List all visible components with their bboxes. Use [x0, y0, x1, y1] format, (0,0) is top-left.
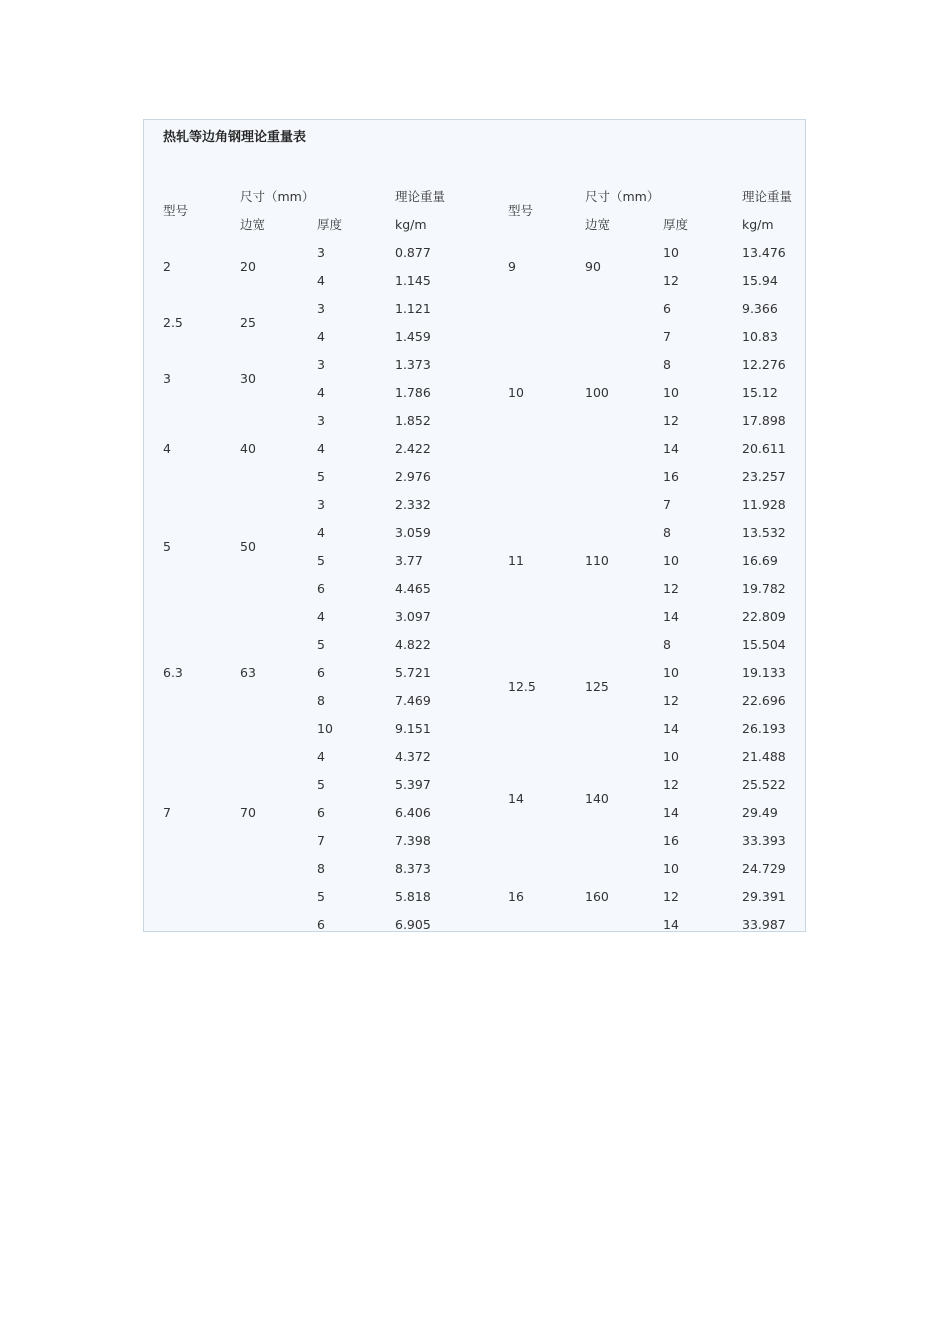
- weight-cell: 5.818: [395, 889, 431, 904]
- weight-cell: 15.504: [742, 637, 786, 652]
- weight-cell: 16.69: [742, 553, 778, 568]
- side-width-cell: 100: [585, 385, 609, 400]
- side-width-cell: 40: [240, 441, 256, 456]
- header-model: 型号: [508, 203, 534, 218]
- thickness-cell: 4: [317, 385, 325, 400]
- model-cell: 14: [508, 791, 524, 806]
- side-width-cell: 25: [240, 315, 256, 330]
- thickness-cell: 5: [317, 469, 325, 484]
- header-side-width: 边宽: [240, 217, 266, 232]
- weight-cell: 25.522: [742, 777, 786, 792]
- thickness-cell: 8: [317, 861, 325, 876]
- weight-cell: 13.476: [742, 245, 786, 260]
- side-width-cell: 70: [240, 805, 256, 820]
- thickness-cell: 8: [663, 637, 671, 652]
- side-width-cell: 110: [585, 553, 609, 568]
- weight-cell: 2.332: [395, 497, 431, 512]
- thickness-cell: 7: [317, 833, 325, 848]
- thickness-cell: 6: [317, 805, 325, 820]
- weight-cell: 1.459: [395, 329, 431, 344]
- weight-cell: 3.059: [395, 525, 431, 540]
- side-width-cell: 140: [585, 791, 609, 806]
- weight-cell: 29.391: [742, 889, 786, 904]
- thickness-cell: 5: [317, 553, 325, 568]
- thickness-cell: 14: [663, 441, 679, 456]
- model-cell: 5: [163, 539, 171, 554]
- weight-cell: 3.77: [395, 553, 423, 568]
- thickness-cell: 10: [663, 385, 679, 400]
- weight-cell: 6.406: [395, 805, 431, 820]
- weight-cell: 5.721: [395, 665, 431, 680]
- header-size: 尺寸（mm）: [240, 189, 315, 204]
- thickness-cell: 7: [663, 329, 671, 344]
- model-cell: 2: [163, 259, 171, 274]
- weight-cell: 10.83: [742, 329, 778, 344]
- thickness-cell: 10: [663, 665, 679, 680]
- header-thickness: 厚度: [663, 217, 689, 232]
- weight-cell: 8.373: [395, 861, 431, 876]
- weight-cell: 9.366: [742, 301, 778, 316]
- thickness-cell: 12: [663, 889, 679, 904]
- weight-cell: 2.422: [395, 441, 431, 456]
- side-width-cell: 160: [585, 889, 609, 904]
- weight-cell: 33.393: [742, 833, 786, 848]
- thickness-cell: 5: [317, 889, 325, 904]
- thickness-cell: 6: [317, 665, 325, 680]
- thickness-cell: 12: [663, 777, 679, 792]
- model-cell: 10: [508, 385, 524, 400]
- thickness-cell: 4: [317, 749, 325, 764]
- weight-cell: 33.987: [742, 917, 786, 932]
- weight-cell: 20.611: [742, 441, 786, 456]
- thickness-cell: 8: [317, 693, 325, 708]
- weight-cell: 22.696: [742, 693, 786, 708]
- thickness-cell: 12: [663, 581, 679, 596]
- side-width-cell: 125: [585, 679, 609, 694]
- side-width-cell: 30: [240, 371, 256, 386]
- model-cell: 16: [508, 889, 524, 904]
- weight-cell: 15.94: [742, 273, 778, 288]
- model-cell: 12.5: [508, 679, 536, 694]
- thickness-cell: 4: [317, 525, 325, 540]
- weight-cell: 11.928: [742, 497, 786, 512]
- weight-cell: 1.852: [395, 413, 431, 428]
- weight-cell: 13.532: [742, 525, 786, 540]
- model-cell: 2.5: [163, 315, 183, 330]
- thickness-cell: 3: [317, 245, 325, 260]
- thickness-cell: 8: [663, 357, 671, 372]
- model-cell: 9: [508, 259, 516, 274]
- weight-cell: 9.151: [395, 721, 431, 736]
- side-width-cell: 20: [240, 259, 256, 274]
- thickness-cell: 10: [317, 721, 333, 736]
- model-cell: 6.3: [163, 665, 183, 680]
- header-model: 型号: [163, 203, 189, 218]
- header-unit: kg/m: [742, 217, 774, 232]
- weight-cell: 6.905: [395, 917, 431, 932]
- thickness-cell: 7: [663, 497, 671, 512]
- model-cell: 4: [163, 441, 171, 456]
- weight-cell: 4.465: [395, 581, 431, 596]
- thickness-cell: 4: [317, 441, 325, 456]
- weight-cell: 22.809: [742, 609, 786, 624]
- weight-cell: 1.373: [395, 357, 431, 372]
- header-side-width: 边宽: [585, 217, 611, 232]
- weight-table: [144, 120, 806, 932]
- header-theoretical-weight: 理论重量: [395, 189, 446, 204]
- weight-cell: 4.372: [395, 749, 431, 764]
- weight-cell: 23.257: [742, 469, 786, 484]
- thickness-cell: 3: [317, 497, 325, 512]
- weight-cell: 29.49: [742, 805, 778, 820]
- weight-cell: 15.12: [742, 385, 778, 400]
- thickness-cell: 4: [317, 609, 325, 624]
- weight-cell: 26.193: [742, 721, 786, 736]
- header-size: 尺寸（mm）: [585, 189, 660, 204]
- weight-cell: 17.898: [742, 413, 786, 428]
- thickness-cell: 10: [663, 749, 679, 764]
- thickness-cell: 5: [317, 637, 325, 652]
- table-title: 热轧等边角钢理论重量表: [163, 130, 307, 145]
- thickness-cell: 12: [663, 413, 679, 428]
- weight-cell: 7.398: [395, 833, 431, 848]
- weight-cell: 19.133: [742, 665, 786, 680]
- weight-cell: 1.786: [395, 385, 431, 400]
- thickness-cell: 6: [317, 581, 325, 596]
- thickness-cell: 3: [317, 301, 325, 316]
- thickness-cell: 16: [663, 833, 679, 848]
- thickness-cell: 6: [317, 917, 325, 932]
- weight-cell: 7.469: [395, 693, 431, 708]
- weight-cell: 19.782: [742, 581, 786, 596]
- weight-cell: 3.097: [395, 609, 431, 624]
- header-thickness: 厚度: [317, 217, 343, 232]
- thickness-cell: 4: [317, 273, 325, 288]
- weight-cell: 24.729: [742, 861, 786, 876]
- thickness-cell: 8: [663, 525, 671, 540]
- thickness-cell: 14: [663, 609, 679, 624]
- thickness-cell: 16: [663, 469, 679, 484]
- thickness-cell: 14: [663, 721, 679, 736]
- thickness-cell: 14: [663, 917, 679, 932]
- weight-cell: 2.976: [395, 469, 431, 484]
- weight-cell: 1.145: [395, 273, 431, 288]
- thickness-cell: 10: [663, 861, 679, 876]
- weight-table-panel: [143, 119, 806, 932]
- weight-cell: 12.276: [742, 357, 786, 372]
- thickness-cell: 3: [317, 413, 325, 428]
- model-cell: 11: [508, 553, 524, 568]
- weight-cell: 1.121: [395, 301, 431, 316]
- weight-cell: 0.877: [395, 245, 431, 260]
- model-cell: 3: [163, 371, 171, 386]
- thickness-cell: 5: [317, 777, 325, 792]
- thickness-cell: 12: [663, 693, 679, 708]
- thickness-cell: 6: [663, 301, 671, 316]
- header-unit: kg/m: [395, 217, 427, 232]
- thickness-cell: 14: [663, 805, 679, 820]
- side-width-cell: 90: [585, 259, 601, 274]
- thickness-cell: 10: [663, 553, 679, 568]
- weight-cell: 21.488: [742, 749, 786, 764]
- model-cell: 7: [163, 805, 171, 820]
- side-width-cell: 50: [240, 539, 256, 554]
- thickness-cell: 12: [663, 273, 679, 288]
- thickness-cell: 10: [663, 245, 679, 260]
- weight-cell: 5.397: [395, 777, 431, 792]
- header-theoretical-weight: 理论重量: [742, 189, 793, 204]
- thickness-cell: 3: [317, 357, 325, 372]
- thickness-cell: 4: [317, 329, 325, 344]
- side-width-cell: 63: [240, 665, 256, 680]
- weight-cell: 4.822: [395, 637, 431, 652]
